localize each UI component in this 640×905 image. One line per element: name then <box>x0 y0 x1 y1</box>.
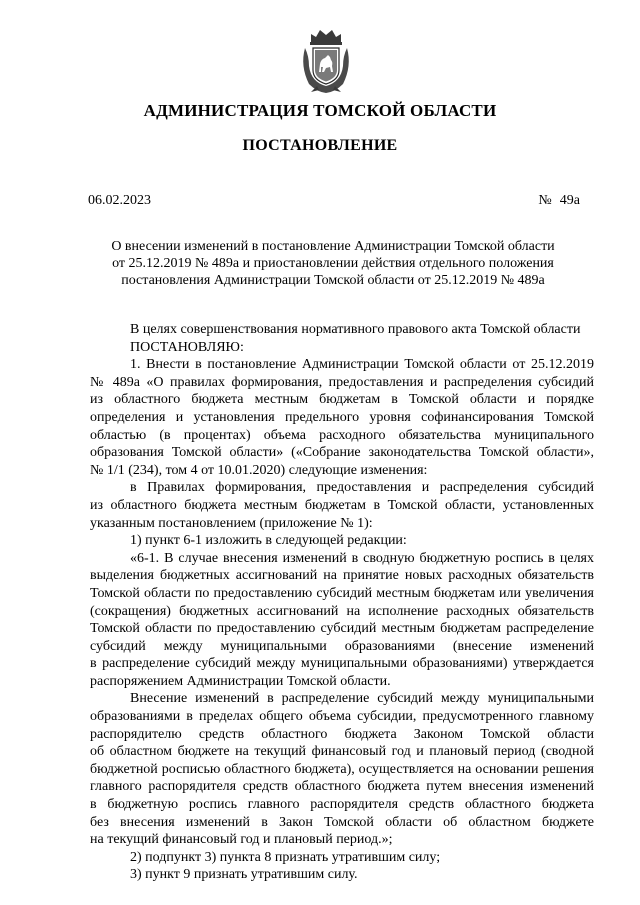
body-line: № 1/1 (234), том 4 от 10.01.2020) следующие изменения: <box>90 462 428 478</box>
body-line: распоряжением Администрации Томской области. <box>90 673 391 689</box>
body-line: об областном бюджете на текущий финансовый год и плановый период (сводной <box>90 744 594 760</box>
body-line: Внесение изменений в распределение субсидий между муниципальными <box>130 691 594 707</box>
body-line: ПОСТАНОВЛЯЮ: <box>130 339 244 355</box>
body-line: образованиями в пределах общего объема субсидии, предусмотренного главному <box>90 709 594 725</box>
body-line: без внесения изменений в Закон Томской области об областном бюджете <box>90 814 594 830</box>
body-line: в бюджетную роспись главного распорядителя средств областного бюджета <box>90 797 594 813</box>
body-line: в распределение субсидий между муниципальными образованиями) утверждается <box>90 656 594 672</box>
body-line: главного распорядителя средств областного бюджета путем внесения изменений <box>90 779 594 795</box>
body-line: 2) подпункт 3) пункта 8 признать утратившим силу; <box>130 849 441 865</box>
title-line: от 25.12.2019 № 489а и приостановлении действия отдельного положения <box>112 256 554 271</box>
body-line: из областного бюджета местным бюджетам в Томской области, установленных <box>90 497 594 513</box>
title-line: О внесении изменений в постановление Администрации Томской области <box>111 239 555 254</box>
body-line: В целях совершенствования нормативного правового акта Томской области <box>130 322 581 337</box>
document-number <box>538 193 580 209</box>
body-line: № 489а «О правилах формирования, предоставления и распределения субсидий <box>90 374 594 390</box>
body-line: «6-1. В случае внесения изменений в сводную бюджетную роспись в целях <box>130 550 594 566</box>
body-line: образования Томской области» («Собрание законодательства Томской области», <box>90 445 594 461</box>
body-line: указанным постановлением (приложение № 1): <box>90 515 373 531</box>
body-line: субсидий между муниципальными образованиями (внесение изменений <box>90 638 594 654</box>
body-line: Томской области по предоставлению субсидий местным бюджетам распределение <box>90 621 594 637</box>
body-line: распорядителю средств областного бюджета Законом Томской области <box>90 726 594 742</box>
title-line: постановления Администрации Томской области от 25.12.2019 № 489а <box>121 273 545 288</box>
body-line: (сокращения) бюджетных ассигнований на исполнение расходных обязательств <box>90 603 594 619</box>
body-line: 1. Внести в постановление Администрации Томской области от 25.12.2019 <box>130 357 594 373</box>
body-line: выделения бюджетных ассигнований на принятие новых расходных обязательств <box>90 568 594 584</box>
body-line: Томской области по предоставлению субсидий местным бюджетам или увеличения <box>90 585 594 601</box>
document-body <box>90 321 594 884</box>
org-title: АДМИНИСТРАЦИЯ ТОМСКОЙ ОБЛАСТИ <box>143 101 497 120</box>
body-line: областью (в процентах) объема расходного обязательства муниципального <box>90 427 594 443</box>
body-line: в Правилах формирования, предоставления и распределения субсидий <box>130 480 594 496</box>
body-line: 1) пункт 6-1 изложить в следующей редакции: <box>130 533 407 549</box>
body-line: определения и установления предельного уровня софинансирования Томской <box>90 409 594 425</box>
body-line: на текущий финансовый год и плановый период.»; <box>90 832 393 848</box>
body-line: из областного бюджета местным бюджетам в Томской области и порядке <box>90 392 594 408</box>
body-line: 3) пункт 9 признать утратившим силу. <box>130 867 358 883</box>
tomsk-region-coat-of-arms-icon <box>297 26 355 96</box>
document-type: ПОСТАНОВЛЕНИЕ <box>242 137 398 154</box>
number-sign: № <box>538 193 552 208</box>
number-value: 49а <box>559 193 580 208</box>
document-date: 06.02.2023 <box>88 193 151 208</box>
body-line: бюджетной росписью областного бюджета), осуществляется на основании решения <box>90 761 594 777</box>
document-title <box>88 238 578 289</box>
